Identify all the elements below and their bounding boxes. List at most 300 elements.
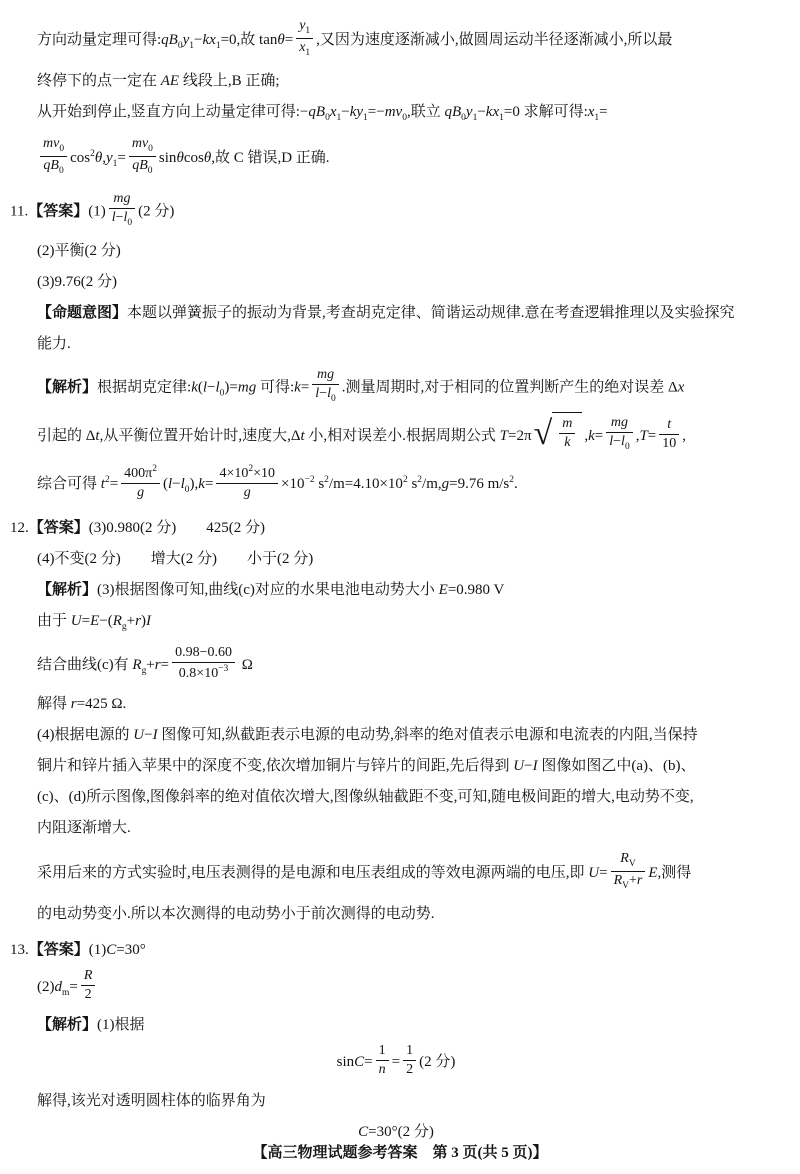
text-run: + — [146, 657, 155, 674]
superscript: −3 — [218, 664, 229, 675]
text-run: cos — [70, 149, 91, 166]
text-run: Ω — [238, 657, 253, 674]
fraction-numerator — [129, 136, 156, 157]
text-run: + — [126, 613, 136, 630]
math-variable: k — [191, 379, 198, 396]
math-variable: θ — [277, 31, 285, 48]
text-run: =− — [367, 103, 385, 120]
math-variable: y — [105, 149, 113, 166]
text-run: 1 — [406, 1043, 414, 1059]
bold-text: 【答案】 — [28, 520, 89, 537]
q13-answer-line-1 — [10, 935, 792, 965]
math-variable: r — [70, 696, 77, 713]
fraction — [376, 1043, 389, 1078]
bold-text: 【答案】 — [28, 203, 89, 220]
fraction — [172, 645, 235, 682]
text-run: 12. — [10, 520, 29, 537]
text-run: = — [204, 475, 214, 492]
q11-intent-line-2 — [37, 329, 792, 359]
math-variable: d — [54, 979, 62, 996]
text-run: =30° — [116, 942, 146, 959]
math-variable: R — [620, 851, 629, 867]
superscript: 2 — [509, 474, 515, 485]
fraction-denominator — [611, 872, 646, 892]
math-variable: mg — [113, 190, 131, 206]
fraction-numerator — [559, 416, 575, 434]
subscript: 1 — [594, 112, 600, 123]
text-run: 1 — [378, 1043, 386, 1059]
text-run: =0 求解可得: — [503, 103, 588, 120]
text-run: 线段上,B 正确; — [179, 72, 280, 89]
text-run: s — [407, 475, 418, 492]
text-run: 内阻逐渐增大. — [37, 820, 131, 837]
fraction-numerator — [121, 464, 160, 484]
text-run: − — [319, 385, 328, 401]
subscript: g — [121, 622, 127, 633]
bold-text: 【解析】 — [37, 1017, 98, 1034]
text-run: 结合曲线(c)有 — [37, 657, 133, 674]
q12-analysis-line-8 — [37, 813, 792, 843]
text-run: (c)、(d)所示图像,图像斜率的绝对值依次增大,图像纵轴截距不变,可知,随电极间距的增大,电动势不变, — [37, 789, 694, 806]
q10-solution-line-2 — [37, 66, 792, 96]
q10-solution-line-3 — [37, 97, 792, 133]
math-variable: l — [202, 379, 208, 396]
text-run: = — [81, 613, 91, 630]
superscript: 2 — [104, 474, 110, 485]
fraction-numerator — [81, 968, 96, 986]
bold-text: 【答案】 — [28, 942, 89, 959]
text-run: (1) — [88, 203, 106, 220]
math-variable: qB — [308, 103, 326, 120]
math-variable: U — [513, 758, 525, 775]
subscript: 0 — [402, 112, 407, 123]
text-run: (4)不变(2 分) 增大(2 分) 小于(2 分) — [37, 551, 314, 568]
text-run: − — [207, 379, 216, 396]
text-run: = — [594, 427, 604, 444]
q12-analysis-line-7 — [37, 782, 792, 812]
q11-answer-line-3 — [37, 267, 792, 297]
math-variable: g — [441, 475, 450, 492]
text-run: 图像可知,纵截距表示电源的电动势,斜率的绝对值表示电源和电流表的内阻,当保持 — [157, 727, 698, 744]
q11-intent-line-1 — [37, 298, 792, 328]
text-run: 图像如图乙中(a)、(b)、 — [537, 758, 696, 775]
subscript: V — [622, 881, 630, 892]
text-run: ,故 C 错误,D 正确. — [211, 149, 330, 166]
text-run: 综合可得 — [37, 475, 101, 492]
text-run: + — [629, 873, 637, 889]
text-run: 引起的 Δ — [37, 427, 96, 444]
text-run: 0.98−0.60 — [175, 645, 233, 661]
text-run: = — [599, 865, 608, 882]
math-variable: y — [299, 18, 306, 33]
subscript: 0 — [330, 393, 336, 404]
q12-analysis-line-2 — [37, 606, 792, 642]
fraction — [81, 968, 96, 1003]
fraction-numerator — [376, 1043, 389, 1061]
fraction-denominator — [296, 39, 313, 59]
subscript: 1 — [336, 112, 342, 123]
subscript: 1 — [189, 40, 195, 51]
fraction-numerator — [312, 367, 338, 385]
subscript: g — [141, 666, 147, 677]
text-run: , — [682, 427, 686, 444]
q11-answer-line-2 — [37, 236, 792, 266]
subscript: 0 — [147, 165, 153, 176]
subscript: 0 — [59, 143, 65, 154]
fraction — [216, 464, 278, 501]
text-run: 4×10 — [219, 465, 249, 481]
text-run: , — [635, 427, 640, 444]
math-variable: m — [562, 415, 573, 431]
text-run: ,从平衡位置开始计时,速度大,Δ — [99, 427, 301, 444]
subscript: 0 — [148, 143, 153, 154]
text-run: (2) — [37, 979, 55, 996]
subscript: 0 — [624, 442, 630, 453]
text-run: − — [341, 103, 350, 120]
math-variable: r — [135, 613, 141, 630]
q13-analysis-line-1 — [37, 1010, 792, 1040]
text-run: (2 分) — [419, 1054, 456, 1071]
superscript: 2 — [90, 148, 95, 159]
math-variable: t — [95, 427, 100, 444]
q12-analysis-line-1 — [37, 575, 792, 605]
math-variable: l — [609, 434, 614, 450]
math-variable: l — [621, 434, 625, 450]
math-variable: I — [152, 727, 158, 744]
fraction-denominator — [172, 663, 235, 682]
fraction — [121, 464, 160, 501]
text-run: 可得: — [256, 379, 295, 396]
math-variable: t — [667, 416, 672, 432]
text-run: 13. — [10, 942, 29, 959]
text-run: 11. — [10, 203, 29, 220]
math-variable: l — [123, 209, 128, 225]
fraction — [40, 136, 67, 177]
fraction-denominator — [40, 157, 67, 177]
text-run: ) — [140, 613, 146, 630]
math-variable: E — [438, 582, 448, 599]
math-variable: y — [465, 103, 473, 120]
fraction-denominator — [403, 1061, 416, 1078]
fraction-denominator — [109, 209, 135, 229]
q13-analysis-line-2 — [37, 1086, 792, 1116]
math-variable: l — [111, 209, 116, 225]
text-run: = — [647, 427, 657, 444]
text-run: − — [477, 103, 486, 120]
text-run: ,联立 — [406, 103, 445, 120]
text-run: =30°(2 分) — [368, 1123, 434, 1140]
text-run: =0.980 V — [447, 582, 505, 599]
math-variable: mg — [316, 366, 335, 382]
fraction — [403, 1043, 416, 1078]
superscript: 2 — [248, 463, 254, 474]
subscript: 0 — [219, 388, 225, 399]
text-run: − — [613, 434, 622, 450]
text-run: − — [194, 31, 203, 48]
radical-sign: √ — [533, 415, 553, 453]
q13-answer-line-2 — [37, 966, 792, 1009]
math-variable: E — [648, 865, 658, 882]
text-run: ,又因为速度逐渐减小,做圆周运动半径逐渐减小,所以最 — [316, 31, 673, 48]
text-run: − — [144, 727, 153, 744]
bold-text: 【解析】 — [37, 379, 98, 396]
fraction-numerator — [659, 417, 679, 435]
subscript: V — [628, 859, 636, 870]
text-run: = — [69, 979, 78, 996]
text-run: = — [284, 31, 294, 48]
text-run: = — [117, 149, 126, 166]
text-run: ×10 — [281, 475, 305, 492]
q12-answer-line-2 — [37, 544, 792, 574]
fraction-numerator — [109, 191, 135, 209]
superscript: −2 — [304, 474, 315, 485]
page-footer: 【高三物理试题参考答案 第 3 页(共 5 页)】 — [252, 1145, 548, 1161]
text-run: 本题以弹簧振子的振动为背景,考查胡克定律、简谐运动规律.意在考查逻辑推理以及实验探究 — [127, 304, 735, 321]
text-run: 方向动量定理可得: — [37, 31, 162, 48]
math-variable: l — [327, 385, 331, 401]
fraction-denominator — [129, 157, 156, 177]
math-variable: θ — [176, 149, 184, 166]
math-variable: g — [243, 485, 251, 500]
text-run: 由于 — [37, 613, 71, 630]
math-variable: x — [587, 103, 595, 120]
math-variable: U — [133, 727, 145, 744]
math-variable: k — [588, 427, 595, 444]
superscript: 2 — [417, 474, 423, 485]
text-run: 10 — [662, 435, 677, 451]
math-variable: qB — [132, 157, 148, 173]
text-run: = — [300, 379, 310, 396]
square-root — [534, 412, 583, 457]
text-run: (3)根据图像可知,曲线(c)对应的水果电池电动势大小 — [97, 582, 439, 599]
fraction-numerator — [611, 851, 646, 872]
text-run: sin — [336, 1054, 355, 1071]
text-run: (1) — [88, 942, 107, 959]
math-variable: k — [564, 434, 571, 450]
subscript: 1 — [305, 47, 311, 58]
math-variable: θ — [203, 149, 212, 166]
q12-analysis-line-9 — [37, 849, 792, 898]
text-run: (3)0.980(2 分) 425(2 分) — [88, 520, 265, 537]
subscript: 1 — [215, 40, 221, 51]
subscript: 1 — [305, 26, 311, 36]
math-variable: mv — [384, 103, 403, 120]
math-variable: l — [215, 379, 220, 396]
fraction — [611, 851, 646, 892]
math-variable: R — [132, 657, 142, 674]
text-run: 解得,该光对透明圆柱体的临界角为 — [37, 1092, 266, 1109]
q11-answer-line-1 — [10, 189, 792, 235]
q12-analysis-line-5 — [37, 720, 792, 750]
fraction — [559, 416, 575, 451]
text-run: (4)根据电源的 — [37, 727, 134, 744]
q12-analysis-line-4 — [37, 689, 792, 719]
fraction — [659, 417, 679, 452]
text-run: sin — [158, 149, 177, 166]
text-run: . — [514, 475, 518, 492]
text-run: 2 — [84, 987, 92, 1003]
q10-solution-line-4 — [37, 134, 792, 183]
math-variable: y — [182, 31, 190, 48]
math-variable: k — [198, 475, 205, 492]
text-run: − — [524, 758, 533, 775]
math-variable: C — [358, 1123, 369, 1140]
text-run: , — [584, 427, 589, 444]
math-variable: ky — [349, 103, 364, 120]
text-run: = — [364, 1054, 373, 1071]
text-run: /m, — [422, 475, 442, 492]
q12-analysis-line-10 — [37, 899, 792, 929]
text-run: − — [172, 475, 181, 492]
fraction — [606, 415, 632, 453]
fraction-numerator — [216, 464, 278, 484]
text-run: =9.76 m/s — [449, 475, 510, 492]
math-variable: θ — [94, 149, 103, 166]
math-variable: AE — [160, 72, 180, 89]
q13-equation-sinc — [0, 1041, 792, 1084]
math-variable: r — [636, 873, 643, 889]
fraction — [129, 136, 156, 177]
text-run: = — [391, 1054, 401, 1071]
math-variable: U — [588, 865, 600, 882]
subscript: 0 — [177, 40, 183, 51]
fraction-denominator — [559, 434, 575, 451]
fraction-numerator — [172, 645, 235, 663]
text-run: , — [102, 149, 106, 166]
radicand — [552, 412, 582, 457]
math-variable: k — [294, 379, 301, 396]
q12-analysis-line-3 — [37, 643, 792, 688]
math-variable: mg — [610, 415, 629, 431]
fraction-denominator — [606, 433, 632, 453]
text-run: ×10 — [253, 465, 275, 481]
math-variable: qB — [444, 103, 462, 120]
text-run: 从开始到停止,竖直方向上动量定律可得:− — [37, 103, 309, 120]
text-run: 小,相对误差小.根据周期公式 — [304, 427, 500, 444]
text-run: =425 Ω. — [76, 696, 127, 713]
fraction-denominator — [376, 1061, 389, 1078]
math-variable: T — [639, 427, 648, 444]
math-variable: mv — [43, 135, 60, 151]
text-run: ( — [197, 379, 203, 396]
subscript: 1 — [363, 112, 368, 123]
text-run: =2π — [508, 427, 532, 444]
document-body — [0, 16, 800, 1147]
superscript: 2 — [402, 474, 408, 485]
math-variable: qB — [43, 157, 59, 173]
text-run: /m=4.10×10 — [328, 475, 403, 492]
text-run: =0,故 tan — [220, 31, 278, 48]
text-run: s — [314, 475, 325, 492]
math-variable: l — [180, 475, 185, 492]
math-variable: T — [499, 427, 509, 444]
text-run: = — [160, 657, 170, 674]
subscript: 0 — [58, 165, 64, 176]
fraction-numerator — [296, 18, 313, 39]
q11-analysis-line-2 — [37, 412, 792, 461]
math-variable: C — [106, 942, 117, 959]
fraction — [296, 18, 313, 59]
math-variable: mv — [131, 135, 149, 151]
subscript: m — [62, 988, 70, 999]
math-variable: x — [329, 103, 337, 120]
text-run: .测量周期时,对于相同的位置判断产生的绝对误差 Δ — [341, 379, 678, 396]
math-variable: t — [100, 475, 105, 492]
text-run: = — [109, 475, 119, 492]
text-run: (1)根据 — [97, 1017, 145, 1034]
subscript: 0 — [325, 112, 330, 123]
text-run: ), — [189, 475, 199, 492]
text-run: 0.8×10 — [178, 666, 219, 682]
text-run: (2 分) — [138, 203, 175, 220]
subscript: 1 — [499, 112, 504, 123]
math-variable: l — [315, 385, 320, 401]
text-run: 2 — [406, 1062, 414, 1078]
subscript: 0 — [127, 217, 133, 228]
superscript: 2 — [152, 463, 157, 474]
fraction-numerator — [606, 415, 632, 433]
math-variable: C — [354, 1054, 365, 1071]
math-variable: mg — [237, 379, 257, 396]
text-run: − — [115, 209, 124, 225]
math-variable: I — [145, 613, 151, 630]
fraction-numerator — [403, 1043, 416, 1061]
superscript: 2 — [324, 474, 329, 485]
text-run: 终停下的点一定在 — [37, 72, 161, 89]
text-run: (2)平衡(2 分) — [37, 242, 121, 259]
math-variable: kx — [202, 31, 216, 48]
bold-text: 【命题意图】 — [37, 304, 128, 321]
q12-analysis-line-6 — [37, 751, 792, 781]
math-variable: t — [300, 427, 305, 444]
text-run: cos — [183, 149, 204, 166]
math-variable: E — [90, 613, 100, 630]
math-variable: R — [83, 968, 93, 984]
text-run: ,测得 — [657, 865, 692, 882]
fraction-denominator — [81, 986, 96, 1003]
text-run: 铜片和锌片插入苹果中的深度不变,依次增加铜片与锌片的间距,先后得到 — [37, 758, 514, 775]
subscript: 1 — [472, 112, 478, 123]
subscript: 0 — [184, 484, 190, 495]
fraction-denominator — [121, 484, 160, 501]
math-variable: n — [378, 1062, 386, 1078]
math-variable: qB — [161, 31, 178, 48]
fraction — [109, 191, 135, 229]
math-variable: l — [167, 475, 173, 492]
q12-answer-line-1 — [10, 513, 792, 543]
fraction-denominator — [312, 385, 338, 405]
subscript: 0 — [461, 112, 466, 123]
text-run: = — [599, 103, 608, 120]
math-variable: R — [112, 613, 122, 630]
math-variable: g — [137, 485, 145, 500]
text-run: 采用后来的方式实验时,电压表测得的是电源和电压表组成的等效电源两端的电压,即 — [37, 865, 589, 882]
text-run: −( — [99, 613, 113, 630]
text-run: 400π — [124, 465, 153, 481]
math-variable: I — [532, 758, 538, 775]
fraction — [312, 367, 338, 405]
q11-analysis-line-1 — [37, 365, 792, 411]
math-variable: R — [613, 873, 623, 889]
text-run: )= — [224, 379, 238, 396]
text-run: 能力. — [37, 335, 71, 352]
fraction-denominator — [216, 484, 278, 501]
subscript: 1 — [112, 158, 118, 169]
math-variable: kx — [485, 103, 500, 120]
text-run: 的电动势变小.所以本次测得的电动势小于前次测得的电动势. — [37, 906, 435, 923]
math-variable: U — [70, 613, 82, 630]
text-run: (3)9.76(2 分) — [37, 273, 117, 290]
